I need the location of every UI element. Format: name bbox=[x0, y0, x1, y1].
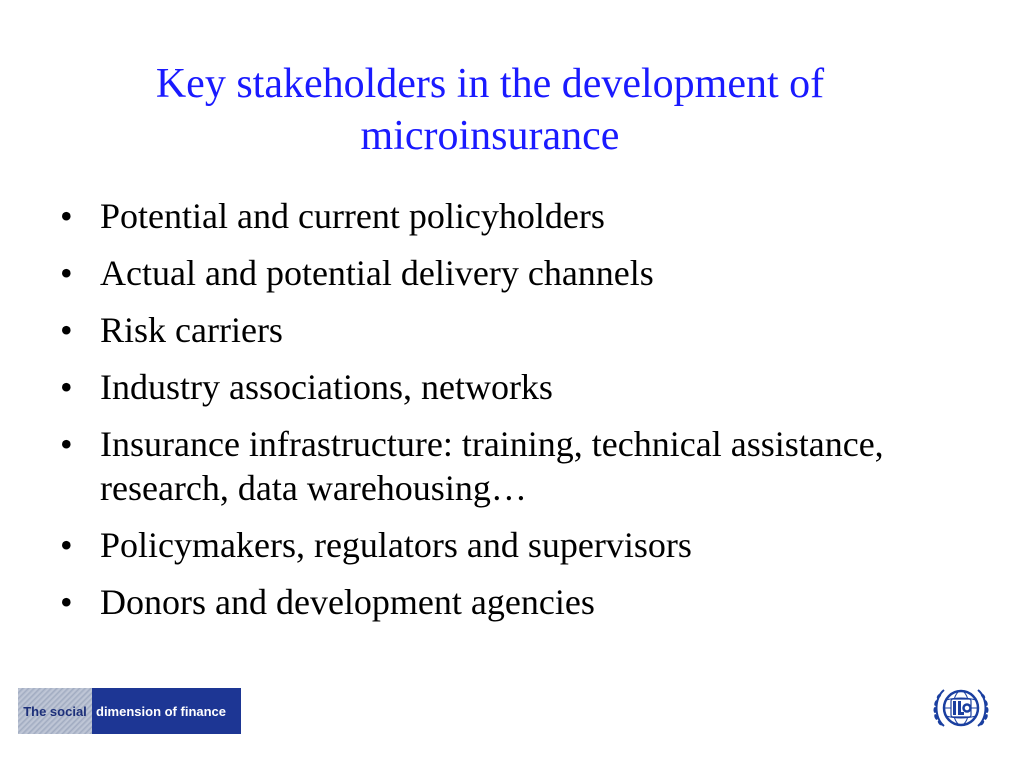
bullet-icon: • bbox=[60, 310, 73, 350]
bullet-item bbox=[56, 308, 976, 352]
bullet-icon: • bbox=[60, 582, 73, 622]
bullet-item bbox=[56, 422, 976, 510]
banner-left-text: The social bbox=[18, 688, 92, 734]
bullet-item bbox=[56, 194, 976, 238]
bullet-item bbox=[56, 523, 976, 567]
bullet-text: Donors and development agencies bbox=[100, 582, 595, 622]
bullet-item bbox=[56, 365, 976, 409]
bullet-text: Risk carriers bbox=[100, 310, 283, 350]
bullet-text: Actual and potential delivery channels bbox=[100, 253, 654, 293]
bullet-text: Policymakers, regulators and supervisors bbox=[100, 525, 692, 565]
slide-title: Key stakeholders in the development of microinsurance bbox=[155, 61, 825, 159]
footer-banner bbox=[18, 688, 241, 734]
bullet-icon: • bbox=[60, 196, 73, 236]
bullet-icon: • bbox=[60, 367, 73, 407]
bullet-icon: • bbox=[60, 424, 73, 464]
bullet-text: Industry associations, networks bbox=[100, 367, 553, 407]
ilo-emblem-icon bbox=[930, 682, 992, 734]
bullet-text: Potential and current policyholders bbox=[100, 196, 605, 236]
bullet-text: Insurance infrastructure: training, technical assistance, research, data warehousing… bbox=[100, 424, 884, 508]
banner-right-text: dimension of finance bbox=[92, 688, 241, 734]
bullet-item bbox=[56, 251, 976, 295]
bullet-icon: • bbox=[60, 525, 73, 565]
bullet-icon: • bbox=[60, 253, 73, 293]
bullet-list bbox=[56, 194, 976, 637]
bullet-item bbox=[56, 580, 976, 624]
